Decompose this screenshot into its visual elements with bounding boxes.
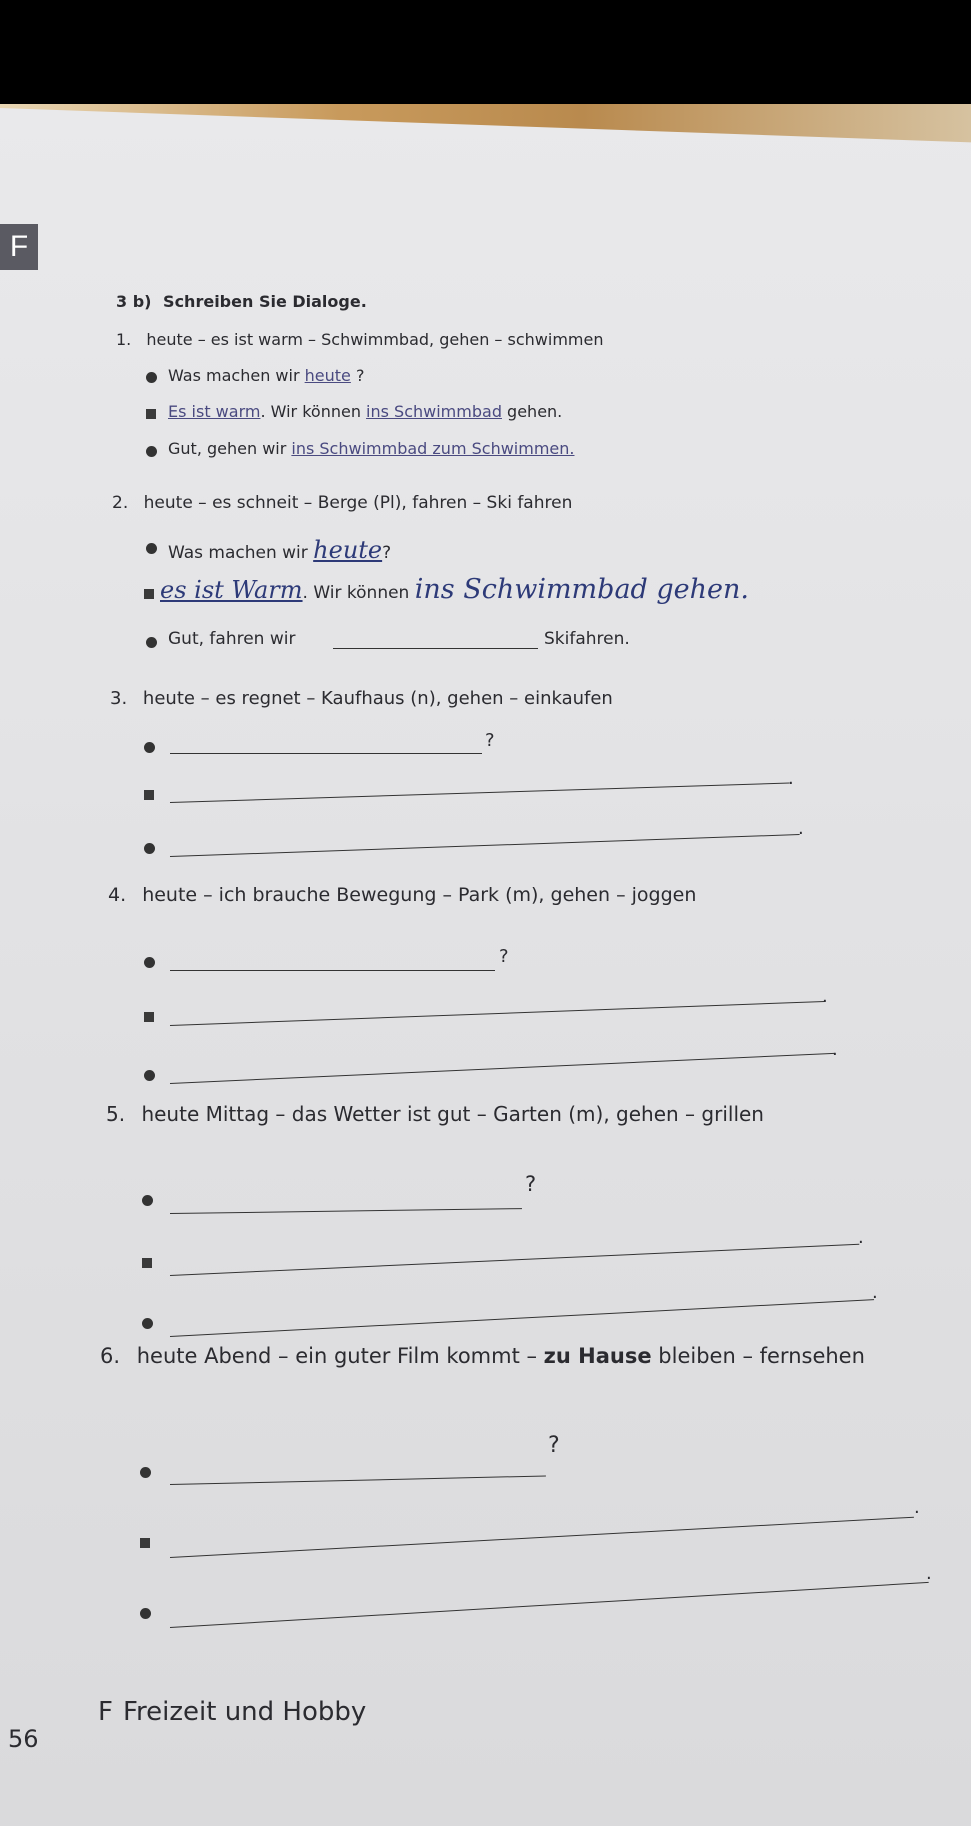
item-5-cue bbox=[106, 1102, 764, 1126]
top-black-bar bbox=[0, 0, 971, 104]
bullet-dot-icon bbox=[142, 1195, 153, 1206]
question-mark: ? bbox=[548, 1433, 560, 1458]
period: . bbox=[788, 768, 794, 789]
item-1-line-3: Gut, gehen wir ins Schwimmbad zum Schwimmen. bbox=[168, 439, 575, 458]
bullet-dot-icon bbox=[144, 1070, 155, 1081]
chapter-tab: F bbox=[0, 224, 38, 270]
bullet-square-icon bbox=[144, 790, 154, 800]
page-number: 56 bbox=[8, 1725, 39, 1753]
item-2-number: 2. bbox=[112, 493, 129, 513]
bullet-dot-icon bbox=[146, 372, 157, 383]
bullet-square-icon bbox=[144, 589, 154, 599]
answer-blank[interactable] bbox=[333, 648, 538, 649]
footer-title-text: Freizeit und Hobby bbox=[122, 1697, 367, 1727]
item-2-line-3-end: Skifahren. bbox=[544, 629, 630, 649]
item-3-cue bbox=[110, 688, 613, 709]
item-2-line-3: Gut, fahren wir bbox=[168, 629, 296, 649]
period: . bbox=[798, 818, 804, 839]
item-2-line-1: Was machen wir heute? bbox=[168, 536, 392, 564]
item-2-cue bbox=[112, 493, 572, 513]
item-5-cue-text: heute Mittag – das Wetter ist gut – Garten (m), gehen – grillen bbox=[141, 1102, 764, 1126]
bullet-dot-icon bbox=[140, 1608, 151, 1619]
bullet-dot-icon bbox=[146, 543, 157, 554]
chapter-footer bbox=[98, 1697, 366, 1727]
item-1-line-2: Es ist warm. Wir können ins Schwimmbad gehen. bbox=[168, 402, 563, 421]
item-2-cue-text: heute – es schneit – Berge (Pl), fahren – Ski fahren bbox=[143, 493, 573, 513]
item-6-cue bbox=[100, 1344, 865, 1368]
item-6-cue-text: heute Abend – ein guter Film kommt – zu Hause bleiben – fernsehen bbox=[136, 1344, 865, 1368]
task-number: 3 b) bbox=[116, 292, 152, 311]
bullet-square-icon bbox=[140, 1538, 150, 1548]
bullet-dot-icon bbox=[142, 1318, 153, 1329]
bullet-square-icon bbox=[142, 1258, 152, 1268]
item-4-cue-text: heute – ich brauche Bewegung – Park (m), gehen – joggen bbox=[142, 884, 697, 906]
footer-letter: F bbox=[98, 1697, 113, 1727]
item-4-number: 4. bbox=[108, 884, 127, 906]
item-2-line-2: es ist Warm. Wir können ins Schwimmbad gehen. bbox=[160, 574, 750, 605]
answer-blank[interactable] bbox=[170, 753, 482, 754]
bullet-dot-icon bbox=[144, 957, 155, 968]
period: . bbox=[822, 986, 828, 1007]
item-3-cue-text: heute – es regnet – Kaufhaus (n), gehen – einkaufen bbox=[142, 688, 613, 709]
period: . bbox=[926, 1563, 932, 1584]
question-mark: ? bbox=[525, 1172, 537, 1196]
bullet-dot-icon bbox=[144, 742, 155, 753]
item-4-cue bbox=[108, 884, 696, 906]
item-5-number: 5. bbox=[106, 1102, 126, 1126]
task-title: Schreiben Sie Dialoge. bbox=[163, 292, 367, 311]
bullet-dot-icon bbox=[146, 637, 157, 648]
bullet-square-icon bbox=[144, 1012, 154, 1022]
period: . bbox=[832, 1039, 838, 1060]
bullet-dot-icon bbox=[140, 1467, 151, 1478]
bullet-square-icon bbox=[146, 409, 156, 419]
item-1-cue-text: heute – es ist warm – Schwimmbad, gehen – schwimmen bbox=[146, 330, 604, 349]
item-6-number: 6. bbox=[100, 1344, 121, 1368]
period: . bbox=[858, 1227, 864, 1248]
item-3-number: 3. bbox=[110, 688, 128, 709]
period: . bbox=[872, 1282, 878, 1303]
item-1-number: 1. bbox=[116, 330, 132, 349]
item-1-cue bbox=[116, 330, 603, 349]
question-mark: ? bbox=[485, 730, 495, 751]
question-mark: ? bbox=[499, 946, 509, 967]
task-heading bbox=[116, 292, 367, 311]
item-1-line-1: Was machen wir heute ? bbox=[168, 366, 365, 385]
answer-blank[interactable] bbox=[170, 970, 495, 971]
period: . bbox=[914, 1497, 920, 1518]
bullet-dot-icon bbox=[146, 446, 157, 457]
bullet-dot-icon bbox=[144, 843, 155, 854]
